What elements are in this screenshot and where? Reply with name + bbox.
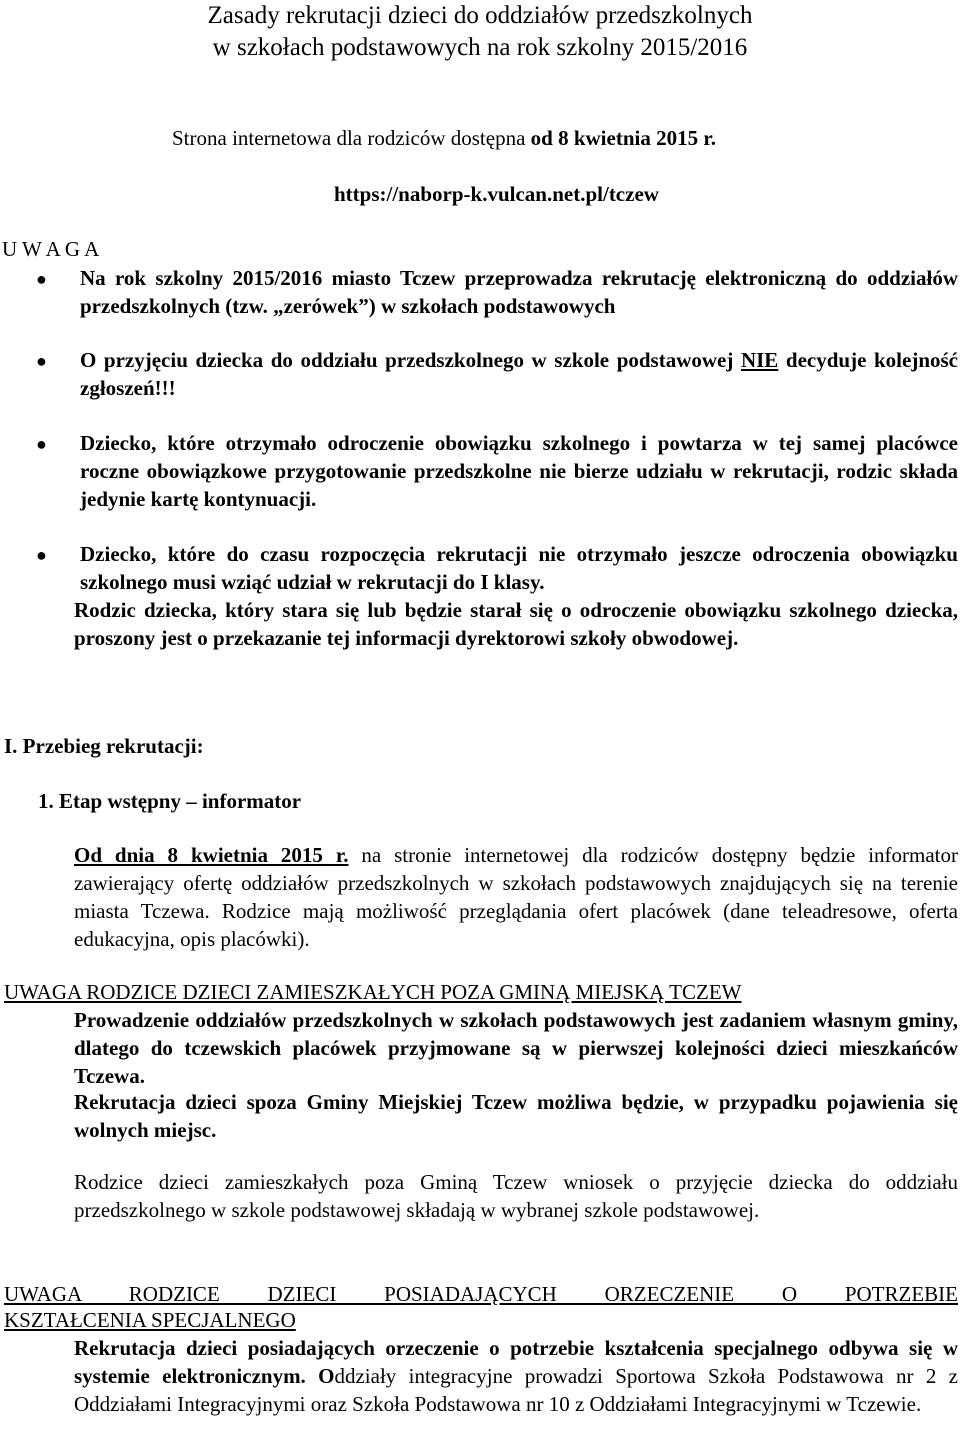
bullet-marker: ●: [36, 351, 47, 371]
title-line-2: w szkołach podstawowych na rok szkolny 2015/2016: [212, 34, 748, 61]
step-1-text: na stronie internetowej dla rodziców dostępny będzie informator zawierający ofertę oddziałów przedszkolnych w szkołach podstawowych znajdujących się na terenie miasta Tczewa. Rodzice mają możliwość przeglądania ofert placówek (dane teleadresowe, oferta edukacyjna, opis placówki).: [74, 843, 958, 951]
outside-residents-priority: Prowadzenie oddziałów przedszkolnych w szkołach podstawowych jest zadaniem własnym gminy, dlatego do tczewskich placówek przyjmowane są w pierwszej kolejności dzieci mieszkańców Tczewa.: [74, 1008, 958, 1088]
website-date: od 8 kwietnia 2015 r.: [530, 126, 716, 150]
bullet-item-4: [80, 540, 958, 596]
special-education-normal: ddziały integracyjne prowadzi Sportowa Szkoła Podstawowa nr 2 z Oddziałami Integracyjnymi oraz Szkoła Podstawowa nr 10 z Oddziałami Integracyjnymi w Tczewie.: [74, 1364, 958, 1416]
website-url[interactable]: https://naborp-k.vulcan.net.pl/tczew: [334, 182, 659, 206]
bullet-2-text-b: decyduje kolejność zgłoszeń!!!: [80, 348, 959, 400]
bullet-marker: ●: [36, 434, 47, 454]
bullet-2-emphasis: NIE: [740, 348, 779, 372]
bullet-3-text: Dziecko, które otrzymało odroczenie obowiązku szkolnego i powtarza w tej samej placówce roczne obowiązkowe przygotowanie przedszkolne nie bierze udziału w rekrutacji, rodzic składa jedynie kartę kontynuacji.: [80, 431, 958, 511]
uwaga-heading: U W A G A: [2, 237, 100, 261]
title-line-1: Zasady rekrutacji dzieci do oddziałów przedszkolnych: [207, 2, 753, 29]
outside-residents-availability: Rekrutacja dzieci spoza Gminy Miejskiej Tczew możliwa będzie, w przypadku pojawienia się wolnych miejsc.: [74, 1090, 958, 1142]
step-1-description: [74, 841, 958, 953]
bullet-2-text-a: O przyjęciu dziecka do oddziału przedszkolnego w szkole podstawowej: [80, 348, 741, 372]
outside-residents-heading: UWAGA RODZICE DZIECI ZAMIESZKAŁYCH POZA GMINĄ MIEJSKĄ TCZEW: [4, 980, 742, 1004]
step-1-heading: 1. Etap wstępny – informator: [38, 789, 302, 813]
section-heading: I. Przebieg rekrutacji:: [4, 734, 204, 758]
bullet-item-2: [80, 346, 958, 402]
special-education-text: [74, 1334, 958, 1418]
website-text: Strona internetowa dla rodziców dostępna: [172, 126, 531, 150]
special-education-heading-line-2: KSZTAŁCENIA SPECJALNEGO: [4, 1308, 296, 1332]
step-1-date: Od dnia 8 kwietnia 2015 r.: [74, 843, 349, 867]
bullet-4-text: Dziecko, które do czasu rozpoczęcia rekrutacji nie otrzymało jeszcze odroczenia obowiązku szkolnego musi wziąć udział w rekrutacji do I klasy.: [80, 542, 958, 594]
document-title: [0, 0, 960, 64]
special-education-heading-line-1: UWAGA RODZICE DZIECI POSIADAJĄCYCH ORZECZENIE O POTRZEBIE: [4, 1282, 958, 1306]
bullet-marker: ●: [36, 269, 47, 289]
bullet-marker: ●: [36, 545, 47, 565]
bullet-item-3: [80, 429, 958, 513]
parent-note: Rodzic dziecka, który stara się lub będzie starał się o odroczenie obowiązku szkolnego dziecka, proszony jest o przekazanie tej informacji dyrektorowi szkoły obwodowej.: [74, 598, 958, 650]
outside-residents-application: Rodzice dzieci zamieszkałych poza Gminą Tczew wniosek o przyjęcie dziecka do oddziału przedszkolnego w szkole podstawowej składają w wybranej szkole podstawowej.: [74, 1170, 958, 1222]
website-availability: [172, 124, 952, 152]
bullet-1-text: Na rok szkolny 2015/2016 miasto Tczew przeprowadza rekrutację elektroniczną do oddziałów przedszkolnych (tzw. „zerówek”) w szkołach podstawowych: [80, 266, 958, 318]
bullet-item-1: [80, 264, 958, 320]
special-education-bold: Rekrutacja dzieci posiadających orzeczenie o potrzebie kształcenia specjalnego odbywa się w systemie elektronicznym. O: [74, 1336, 958, 1388]
